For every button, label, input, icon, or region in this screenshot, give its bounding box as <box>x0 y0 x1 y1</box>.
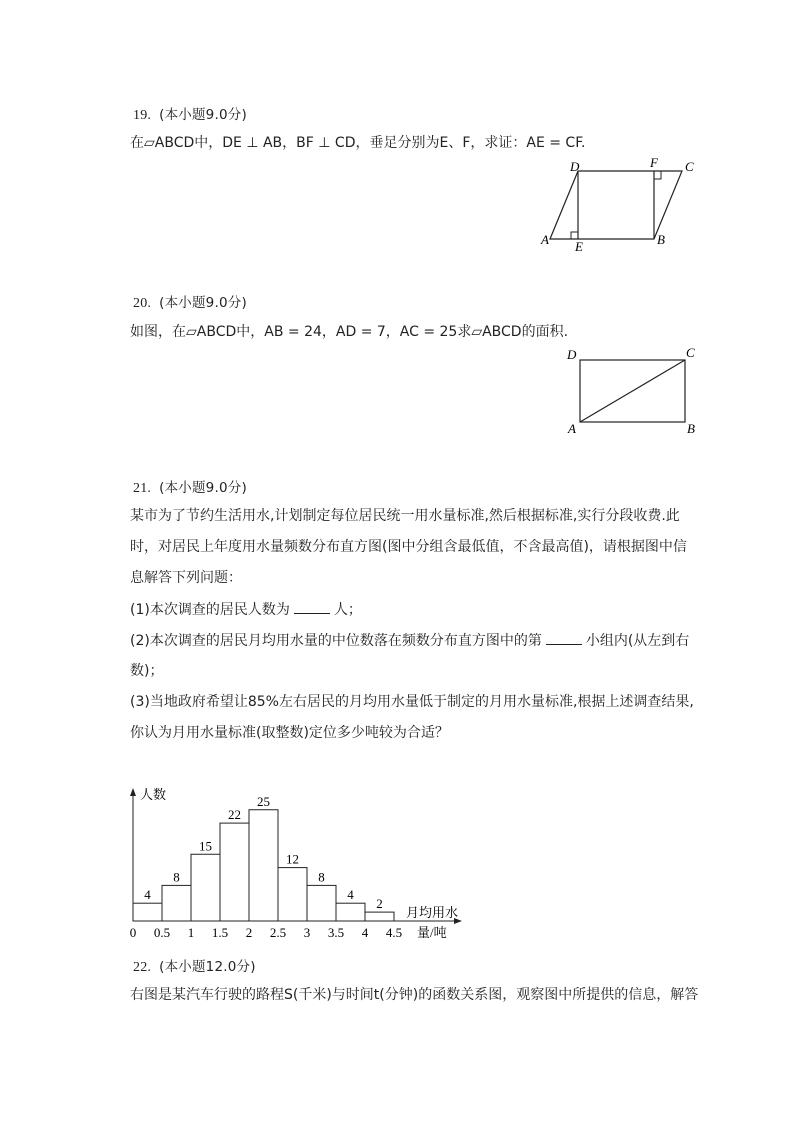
x-tick-label: 2.5 <box>269 925 287 940</box>
right-angle-e <box>571 232 578 239</box>
histogram-bar <box>278 868 307 921</box>
answer-blank-1[interactable] <box>294 599 330 614</box>
q21-line-2: 时，对居民上年度用水量频数分布直方图(图中分组含最低值，不含最高值)，请根据图中信 <box>130 539 687 555</box>
q21-number: 21. <box>133 481 152 496</box>
q22-points: (本小题12.0分) <box>159 959 256 975</box>
q22-number: 22. <box>133 960 152 975</box>
diagonal-ac <box>580 360 685 422</box>
q21-line-1: 某市为了节约生活用水,计划制定每位居民统一用水量标准,然后根据标准,实行分段收费.此 <box>130 508 680 524</box>
parallelogram-abcd <box>550 171 682 239</box>
q21-sub3-line2: 你认为月用水量标准(取整数)定位多少吨较为合适？ <box>130 725 449 741</box>
histogram-bar <box>162 885 191 921</box>
q19-figure <box>530 150 710 255</box>
histogram-bar <box>336 903 365 921</box>
label-f: F <box>650 155 658 170</box>
q21-points: (本小题9.0分) <box>159 480 247 496</box>
q21-sub2-tail: 小组内(从左到右 <box>585 633 690 649</box>
x-tick-label: 0 <box>129 925 137 940</box>
q21-line-3: 息解答下列问题： <box>130 570 242 586</box>
right-angle-f <box>654 171 661 179</box>
label-a: A <box>568 421 576 436</box>
histogram-bar <box>220 823 249 921</box>
bar-value-label: 12 <box>286 851 299 867</box>
x-tick-label: 1.5 <box>211 925 229 940</box>
label-c: C <box>685 159 694 174</box>
y-axis-label: 人数 <box>140 787 167 802</box>
q20-points: (本小题9.0分) <box>159 295 247 311</box>
q21-sub1 <box>130 599 362 620</box>
bar-value-label: 22 <box>228 807 241 823</box>
q21-sub2-text: (2)本次调查的居民月均用水量的中位数落在频数分布直方图中的第 <box>130 633 542 649</box>
bar-value-label: 4 <box>144 887 151 903</box>
q21-header <box>133 476 247 497</box>
bar-value-label: 8 <box>318 869 325 885</box>
q21-sub2 <box>130 630 689 651</box>
bar-value-label: 15 <box>199 838 212 854</box>
bar-value-label: 4 <box>347 887 354 903</box>
q21-sub1-tail: 人； <box>333 602 362 618</box>
x-tick-label: 3 <box>303 925 311 940</box>
bar-value-label: 8 <box>173 869 180 885</box>
q19-text: 在▱ABCD中，DE ⊥ AB，BF ⊥ CD，垂足分别为E、F，求证：AE = CF. <box>130 135 586 151</box>
x-axis-label-2: 量/吨 <box>417 925 447 940</box>
label-d: D <box>567 347 577 362</box>
histogram-bar <box>191 854 220 921</box>
histogram-bar <box>249 810 278 921</box>
q20-number: 20. <box>133 296 152 311</box>
q21-sub1-text: (1)本次调查的居民人数为 <box>130 602 290 618</box>
histogram-bar <box>133 903 162 921</box>
q22-header <box>133 955 256 976</box>
answer-blank-2[interactable] <box>546 630 582 645</box>
label-b: B <box>687 421 695 436</box>
q21-sub3-line1: (3)当地政府希望让85%左右居民的月均用水量低于制定的月用水量标准,根据上述调查结果, <box>130 694 694 710</box>
q20-text: 如图，在▱ABCD中，AB = 24，AD = 7，AC = 25求▱ABCD的面积. <box>130 324 569 340</box>
x-tick-label: 2 <box>245 925 253 940</box>
bar-value-label: 25 <box>257 793 270 809</box>
bar-value-label: 2 <box>376 896 383 912</box>
label-b: B <box>657 232 665 247</box>
q20-header <box>133 291 247 312</box>
q22-text: 右图是某汽车行驶的路程S(千米)与时间t(分钟)的函数关系图，观察图中所提供的信息，解答 <box>130 987 699 1003</box>
y-axis-arrow <box>130 788 136 796</box>
label-a: A <box>541 232 549 247</box>
x-axis-label-1: 月均用水 <box>406 905 459 920</box>
x-tick-label: 3.5 <box>327 925 345 940</box>
x-tick-label: 4 <box>361 925 369 940</box>
x-tick-label: 4.5 <box>385 925 403 940</box>
label-c: C <box>686 345 695 360</box>
histogram-bar <box>307 885 336 921</box>
label-d: D <box>570 159 580 174</box>
x-tick-label: 0.5 <box>153 925 171 940</box>
q19-header <box>133 103 247 124</box>
q20-figure <box>560 345 710 440</box>
q19-number: 19. <box>133 108 152 123</box>
histogram-bar <box>365 912 394 921</box>
q21-sub2-line2: 数)； <box>130 663 164 679</box>
label-e: E <box>575 239 583 254</box>
x-tick-label: 1 <box>187 925 195 940</box>
q19-points: (本小题9.0分) <box>159 107 247 123</box>
histogram-chart <box>110 780 480 945</box>
